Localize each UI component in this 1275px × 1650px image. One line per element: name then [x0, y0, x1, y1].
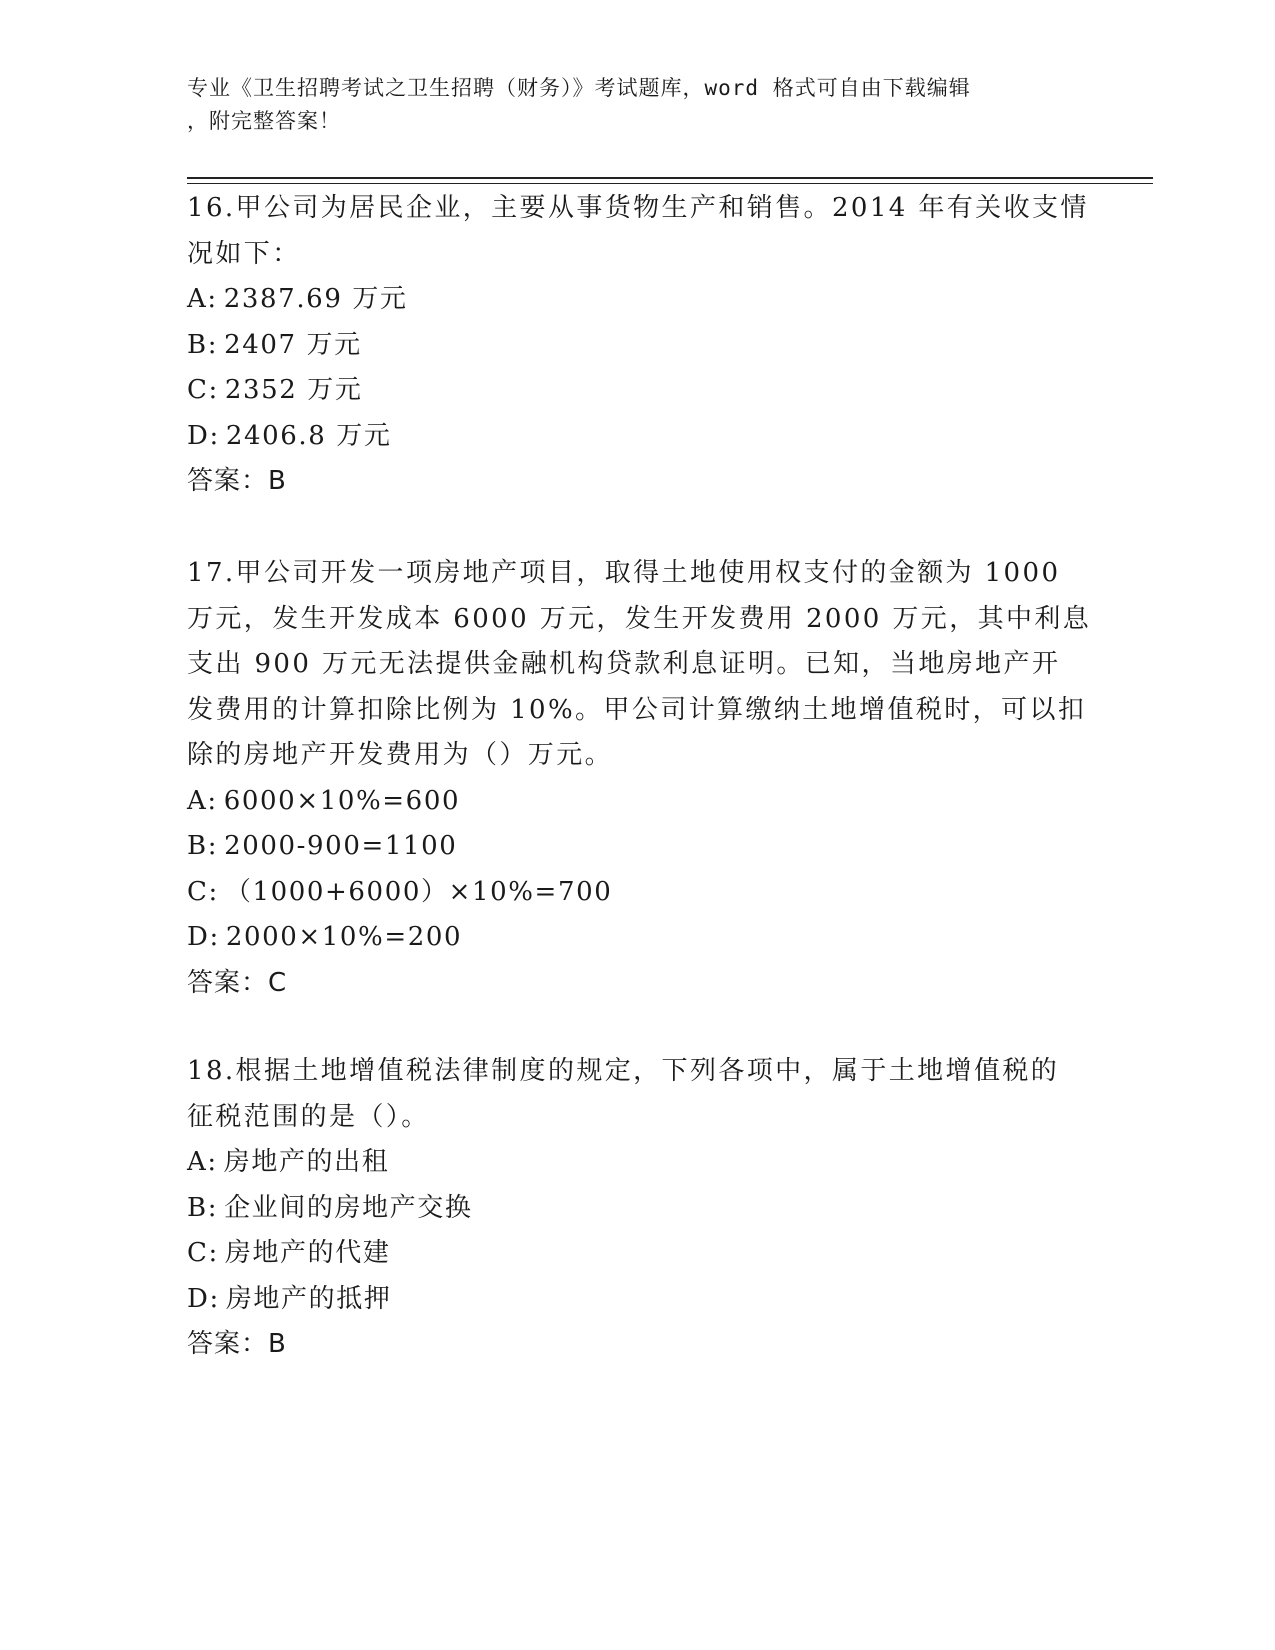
option-text: 2000×10%=200	[225, 922, 463, 952]
answer: 答案：B	[187, 1329, 287, 1359]
option-key: D:	[187, 420, 220, 451]
option-a	[187, 1140, 1087, 1186]
option-text: 2406.8 万元	[225, 420, 392, 451]
option-key: C:	[187, 375, 219, 405]
option-key: B:	[187, 831, 219, 861]
answer: 答案：B	[187, 466, 287, 496]
header-line-2: ，附完整答案！	[187, 109, 341, 133]
option-b	[187, 323, 1087, 369]
option-key: C:	[187, 876, 219, 907]
header-line-1: 专业《卫生招聘考试之卫生招聘（财务）》考试题库，word 格式可自由下载编辑	[187, 76, 971, 100]
option-key: B:	[187, 329, 219, 360]
option-key: D:	[187, 922, 220, 952]
option-text: 6000×10%=600	[223, 785, 461, 816]
question-text-line: 况如下：	[187, 238, 301, 269]
question-text	[187, 551, 1092, 779]
answer: 答案：C	[187, 967, 288, 998]
question-text	[187, 1049, 1087, 1140]
option-a	[187, 779, 1087, 825]
question-text-line: 征税范围的是（）。	[187, 1101, 430, 1132]
option-key: A:	[187, 284, 218, 314]
option-text: 2000-900=1100	[224, 831, 458, 861]
option-b	[187, 824, 1087, 870]
question-18	[187, 1049, 1087, 1368]
option-key: C:	[187, 1238, 219, 1268]
option-c	[187, 368, 1087, 414]
option-text: 2387.69 万元	[223, 284, 408, 314]
question-text-line: 18.根据土地增值税法律制度的规定，下列各项中，属于土地增值税的	[187, 1056, 1060, 1086]
header-divider-thick	[187, 177, 1153, 179]
option-text: 2407 万元	[224, 329, 362, 360]
question-text-line: 16.甲公司为居民企业，主要从事货物生产和销售。2014 年有关收支情	[187, 193, 1089, 223]
question-text	[187, 186, 1087, 277]
option-text: 房地产的出租	[223, 1147, 390, 1177]
question-17	[187, 551, 1092, 1006]
option-key: A:	[187, 1147, 218, 1177]
option-text: 2352 万元	[224, 375, 363, 405]
option-a	[187, 277, 1087, 323]
option-c	[187, 1231, 1087, 1277]
option-text: 房地产的抵押	[225, 1283, 392, 1314]
question-text-line: 17.甲公司开发一项房地产项目，取得土地使用权支付的金额为 1000	[187, 558, 1061, 588]
option-c	[187, 870, 1087, 916]
question-text-line: 发费用的计算扣除比例为 10%。甲公司计算缴纳土地增值税时，可以扣	[187, 694, 1087, 725]
question-text-line: 万元，发生开发成本 6000 万元，发生开发费用 2000 万元，其中利息	[187, 603, 1092, 634]
option-d	[187, 414, 1087, 460]
option-d	[187, 1277, 1087, 1323]
option-text: 企业间的房地产交换	[224, 1192, 473, 1223]
option-b	[187, 1186, 1087, 1232]
question-text-line: 除的房地产开发费用为（）万元。	[187, 740, 614, 770]
option-key: D:	[187, 1283, 220, 1314]
option-text: （1000+6000）×10%=700	[224, 876, 613, 907]
option-key: B:	[187, 1192, 219, 1223]
question-16	[187, 186, 1087, 505]
document-header	[187, 72, 1067, 138]
header-divider-thin	[187, 183, 1153, 184]
option-key: A:	[187, 785, 218, 816]
option-d	[187, 915, 1087, 961]
option-text: 房地产的代建	[224, 1238, 391, 1268]
question-text-line: 支出 900 万元无法提供金融机构贷款利息证明。已知，当地房地产开	[187, 649, 1061, 679]
